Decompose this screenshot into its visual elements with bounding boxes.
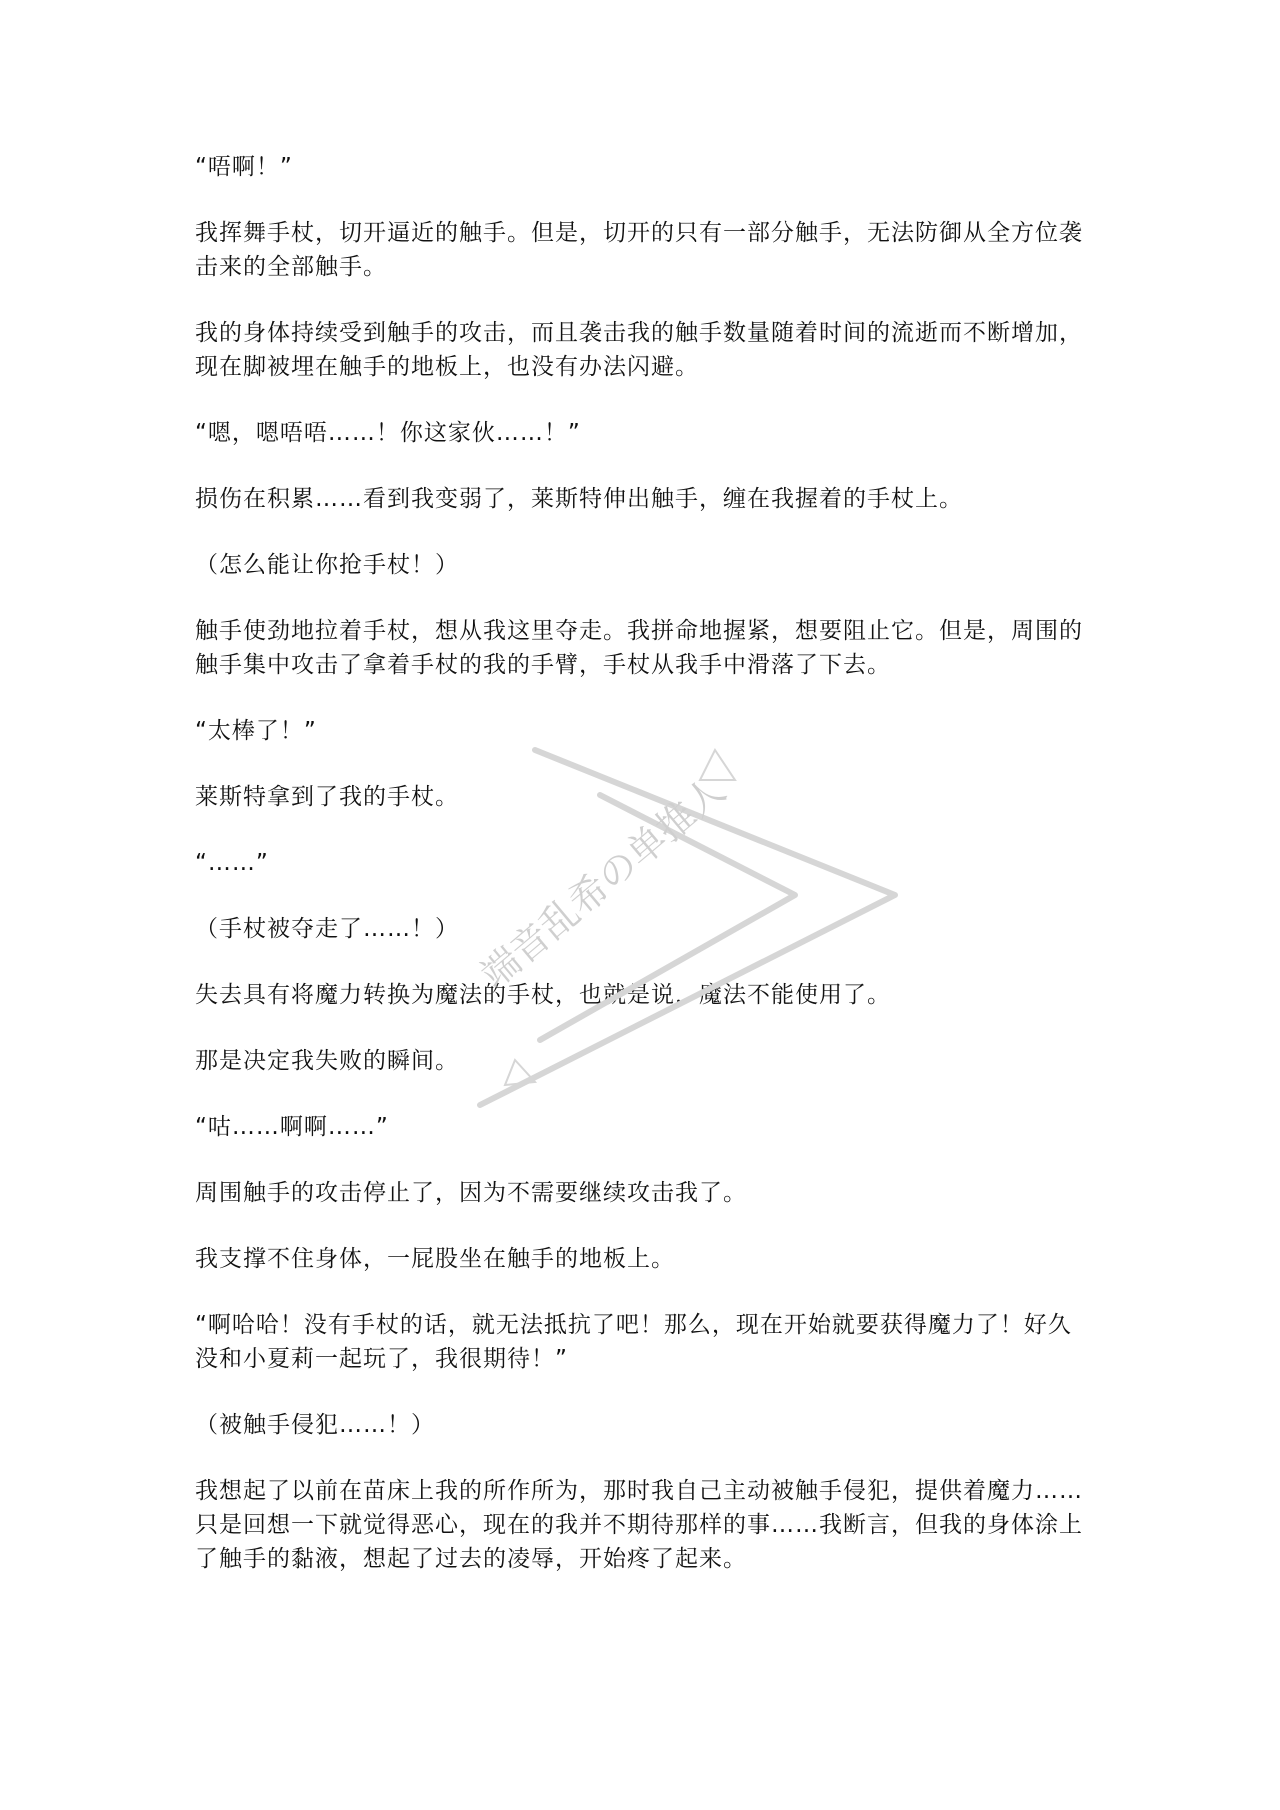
paragraph: 周围触手的攻击停止了，因为不需要继续攻击我了。 xyxy=(195,1180,747,1206)
paragraph: （被触手侵犯……！） xyxy=(195,1412,435,1438)
paragraph: 损伤在积累……看到我变弱了，莱斯特伸出触手，缠在我握着的手杖上。 xyxy=(195,486,963,512)
text-body xyxy=(195,150,1095,1608)
watermark-text: 端音乱希の单推人 xyxy=(472,767,734,997)
paragraph: 我挥舞手杖，切开逼近的触手。但是，切开的只有一部分触手，无法防御从全方位袭击来的全部触手。 xyxy=(195,220,1083,280)
paragraph: 那是决定我失败的瞬间。 xyxy=(195,1048,459,1074)
paragraph: 我的身体持续受到触手的攻击，而且袭击我的触手数量随着时间的流逝而不断增加，现在脚被埋在触手的地板上，也没有办法闪避。 xyxy=(195,320,1083,380)
paragraph: 触手使劲地拉着手杖，想从我这里夺走。我拼命地握紧，想要阻止它。但是，周围的触手集中攻击了拿着手杖的我的手臂，手杖从我手中滑落了下去。 xyxy=(195,618,1083,678)
paragraph: “太棒了！” xyxy=(195,718,317,744)
paragraph: “啊哈哈！没有手杖的话，就无法抵抗了吧！那么，现在开始就要获得魔力了！好久没和小夏莉一起玩了，我很期待！” xyxy=(195,1312,1072,1372)
paragraph: “……” xyxy=(195,850,269,876)
paragraph: “唔啊！” xyxy=(195,154,293,180)
paragraph: 莱斯特拿到了我的手杖。 xyxy=(195,784,459,810)
paragraph: 我支撑不住身体，一屁股坐在触手的地板上。 xyxy=(195,1246,675,1272)
paragraph: 我想起了以前在苗床上我的所作所为，那时我自己主动被触手侵犯，提供着魔力……只是回想一下就觉得恶心，现在的我并不期待那样的事……我断言，但我的身体涂上了触手的黏液，想起了过去的凌辱，开始疼了起来。 xyxy=(195,1478,1083,1572)
paragraph: 失去具有将魔力转换为魔法的手杖，也就是说，魔法不能使用了。 xyxy=(195,982,891,1008)
paragraph: “咕……啊啊……” xyxy=(195,1114,389,1140)
paragraph: （怎么能让你抢手杖！） xyxy=(195,552,459,578)
paragraph: （手杖被夺走了……！） xyxy=(195,916,459,942)
paragraph: “嗯，嗯唔唔……！你这家伙……！” xyxy=(195,420,581,446)
